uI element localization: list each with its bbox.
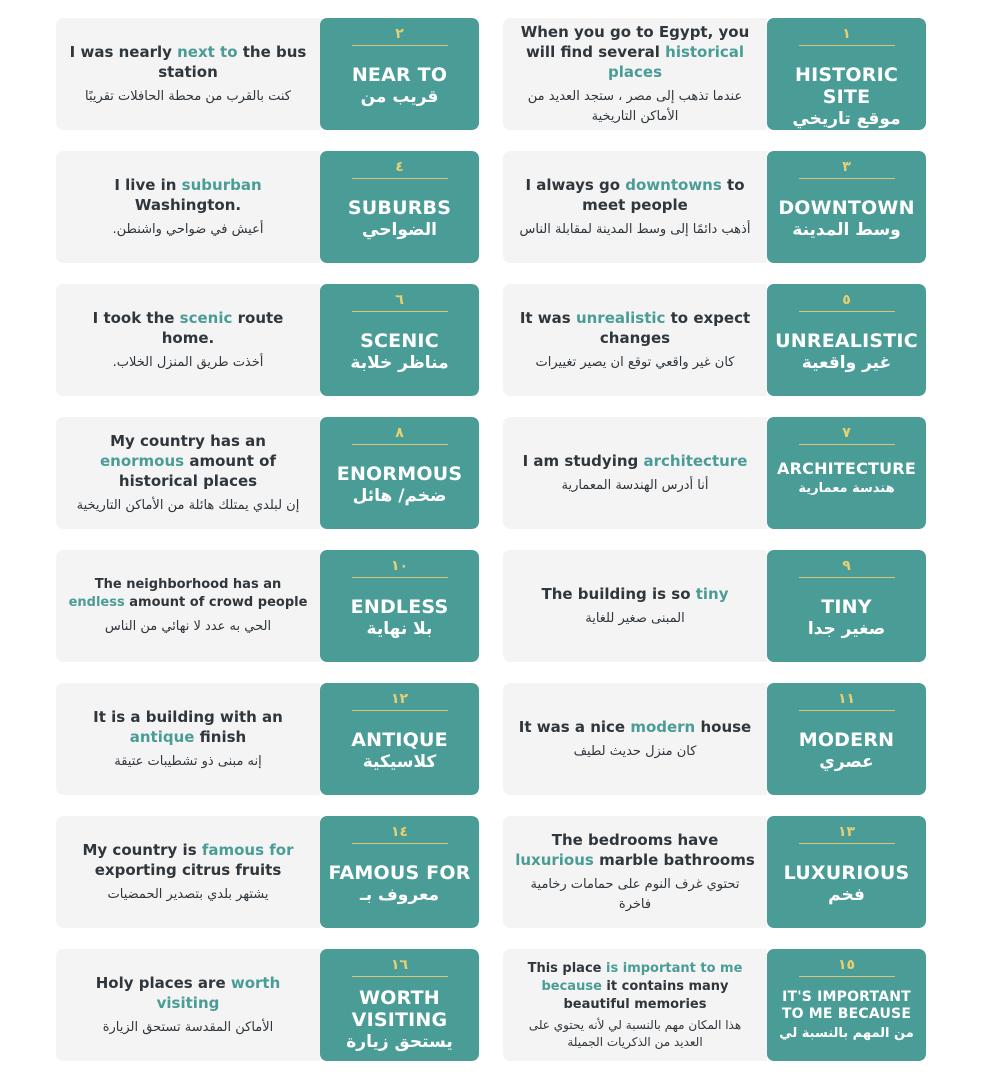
term-panel bbox=[767, 417, 926, 529]
term-arabic: كلاسيكية bbox=[362, 752, 437, 772]
divider bbox=[352, 45, 448, 46]
divider bbox=[352, 976, 448, 977]
divider bbox=[352, 311, 448, 312]
vocab-card-architecture bbox=[503, 417, 926, 529]
example-sentence: The neighborhood has an endless amount of crowd people bbox=[68, 576, 308, 610]
term-english: WORTH VISITING bbox=[351, 987, 448, 1031]
example-panel bbox=[56, 816, 320, 928]
example-panel bbox=[503, 816, 767, 928]
arabic-translation: المبنى صغير للغاية bbox=[585, 610, 685, 626]
example-sentence: I always go downtowns to meet people bbox=[525, 175, 745, 214]
term-arabic: غير واقعية bbox=[801, 353, 892, 373]
arabic-translation: هذا المكان مهم بالنسبة لي لأنه يحتوي على العديد من الذكريات الجميلة bbox=[528, 1017, 742, 1049]
term-arabic: عصري bbox=[819, 752, 874, 772]
example-sentence: I took the scenic route home. bbox=[92, 308, 284, 347]
divider bbox=[352, 843, 448, 844]
divider bbox=[799, 976, 895, 977]
vocab-card-tiny bbox=[503, 550, 926, 662]
arabic-translation: يشتهر بلدي بتصدير الحمضيات bbox=[107, 886, 269, 902]
card-number: ٧ bbox=[842, 425, 851, 441]
example-sentence: The bedrooms have luxurious marble bathrooms bbox=[515, 830, 755, 869]
example-panel bbox=[503, 550, 767, 662]
term-panel bbox=[320, 816, 479, 928]
divider bbox=[352, 577, 448, 578]
vocab-card-worth-visiting bbox=[56, 949, 479, 1061]
term-panel bbox=[320, 417, 479, 529]
divider bbox=[799, 843, 895, 844]
example-sentence: The building is so tiny bbox=[541, 584, 729, 603]
card-number: ١٤ bbox=[390, 824, 409, 840]
divider bbox=[799, 311, 895, 312]
divider bbox=[799, 178, 895, 179]
term-panel bbox=[767, 284, 926, 396]
example-sentence: I live in suburban Washington. bbox=[114, 175, 262, 214]
term-english: IT'S IMPORTANT TO ME BECAUSE bbox=[781, 989, 912, 1022]
card-number: ٥ bbox=[842, 292, 851, 308]
term-panel bbox=[767, 550, 926, 662]
term-panel bbox=[767, 683, 926, 795]
vocab-card-unrealistic bbox=[503, 284, 926, 396]
card-number: ٨ bbox=[395, 425, 404, 441]
term-arabic: الضواحي bbox=[362, 220, 437, 240]
term-english: NEAR TO bbox=[351, 64, 448, 86]
term-english: FAMOUS FOR bbox=[328, 862, 471, 884]
card-number: ٣ bbox=[842, 159, 851, 175]
vocab-card-its-important-to-me-because bbox=[503, 949, 926, 1061]
term-panel bbox=[320, 18, 479, 130]
card-number: ٩ bbox=[842, 558, 851, 574]
divider bbox=[799, 45, 895, 46]
term-english: ANTIQUE bbox=[351, 729, 448, 751]
vocab-card-modern bbox=[503, 683, 926, 795]
term-english: LUXURIOUS bbox=[783, 862, 910, 884]
term-arabic: فخم bbox=[828, 885, 865, 905]
example-panel bbox=[503, 417, 767, 529]
term-english: SUBURBS bbox=[347, 197, 452, 219]
example-sentence: My country is famous for exporting citrus fruits bbox=[82, 840, 294, 879]
card-number: ١٢ bbox=[390, 691, 409, 707]
term-english: ARCHITECTURE bbox=[777, 459, 916, 478]
term-arabic: قريب من bbox=[360, 87, 439, 107]
term-english: TINY bbox=[821, 596, 872, 618]
example-sentence: It was unrealistic to expect changes bbox=[519, 308, 751, 347]
term-arabic: يستحق زيارة bbox=[346, 1032, 453, 1052]
example-panel bbox=[56, 550, 320, 662]
example-sentence: When you go to Egypt, you will find several historical places bbox=[520, 22, 750, 81]
term-english: MODERN bbox=[798, 729, 895, 751]
term-panel bbox=[767, 151, 926, 263]
example-panel bbox=[56, 284, 320, 396]
arabic-translation: الأماكن المقدسة تستحق الزيارة bbox=[102, 1019, 274, 1035]
arabic-translation: كان منزل حديث لطيف bbox=[573, 743, 697, 759]
example-panel bbox=[56, 949, 320, 1061]
card-number: ١٥ bbox=[837, 957, 856, 973]
divider bbox=[799, 444, 895, 445]
card-number: ١٦ bbox=[390, 957, 409, 973]
divider bbox=[352, 444, 448, 445]
example-panel bbox=[503, 683, 767, 795]
term-panel bbox=[767, 18, 926, 130]
arabic-translation: إن لبلدي يمتلك هائلة من الأماكن التاريخية bbox=[76, 497, 300, 513]
card-number: ١ bbox=[842, 26, 851, 42]
card-number: ٢ bbox=[395, 26, 404, 42]
example-panel bbox=[503, 151, 767, 263]
arabic-translation: أعيش في ضواحي واشنطن. bbox=[112, 221, 264, 237]
term-arabic: معروف بـ bbox=[359, 885, 440, 905]
example-sentence: I am studying architecture bbox=[522, 451, 748, 470]
arabic-translation: الحي به عدد لا نهائي من الناس bbox=[104, 618, 272, 634]
vocab-card-historic-site bbox=[503, 18, 926, 130]
example-sentence: Holy places are worth visiting bbox=[95, 973, 281, 1012]
arabic-translation: تحتوي غرف النوم على حمامات رخامية فاخرة bbox=[530, 876, 740, 912]
card-number: ٤ bbox=[395, 159, 404, 175]
example-panel bbox=[503, 18, 767, 130]
term-english: ENDLESS bbox=[350, 596, 449, 618]
example-sentence: It is a building with an antique finish bbox=[93, 707, 283, 746]
term-arabic: مناظر خلابة bbox=[350, 353, 449, 373]
divider bbox=[799, 710, 895, 711]
arabic-translation: إنه مبنى ذو تشطيبات عتيقة bbox=[114, 753, 262, 769]
example-panel bbox=[56, 18, 320, 130]
example-sentence: It was a nice modern house bbox=[518, 717, 752, 736]
term-arabic: بلا نهاية bbox=[366, 619, 433, 639]
term-arabic: وسط المدينة bbox=[792, 220, 901, 240]
vocab-card-scenic bbox=[56, 284, 479, 396]
example-panel bbox=[503, 949, 767, 1061]
example-panel bbox=[56, 417, 320, 529]
arabic-translation: كان غير واقعي توقع ان يصير تغييرات bbox=[535, 354, 735, 370]
term-arabic: موقع تاريخي bbox=[792, 109, 901, 129]
vocab-card-endless bbox=[56, 550, 479, 662]
example-panel bbox=[56, 151, 320, 263]
term-english: ENORMOUS bbox=[336, 463, 463, 485]
vocab-card-downtown bbox=[503, 151, 926, 263]
term-english: HISTORIC SITE bbox=[794, 64, 898, 108]
divider bbox=[352, 710, 448, 711]
arabic-translation: كنت بالقرب من محطة الحافلات تقريبًا bbox=[85, 88, 291, 104]
term-arabic: صغير جدا bbox=[807, 619, 886, 639]
vocab-card-enormous bbox=[56, 417, 479, 529]
divider bbox=[352, 178, 448, 179]
card-number: ١١ bbox=[837, 691, 856, 707]
example-panel bbox=[503, 284, 767, 396]
arabic-translation: أخذت طريق المنزل الخلاب. bbox=[112, 354, 264, 370]
card-number: ١٠ bbox=[390, 558, 409, 574]
vocab-card-famous-for bbox=[56, 816, 479, 928]
example-sentence: This place is important to me because it contains many beautiful memories bbox=[527, 960, 743, 1012]
arabic-translation: أنا أدرس الهندسة المعمارية bbox=[561, 477, 709, 493]
term-panel bbox=[767, 816, 926, 928]
term-english: UNREALISTIC bbox=[775, 330, 918, 352]
vocab-card-antique bbox=[56, 683, 479, 795]
term-arabic: من المهم بالنسبة لي bbox=[779, 1026, 914, 1041]
term-panel bbox=[320, 284, 479, 396]
term-english: SCENIC bbox=[360, 330, 439, 352]
term-arabic: هندسة معمارية bbox=[798, 481, 895, 496]
divider bbox=[799, 577, 895, 578]
term-panel bbox=[767, 949, 926, 1061]
arabic-translation: أذهب دائمًا إلى وسط المدينة لمقابلة الناس bbox=[519, 221, 751, 237]
term-english: DOWNTOWN bbox=[778, 197, 915, 219]
term-panel bbox=[320, 151, 479, 263]
term-panel bbox=[320, 550, 479, 662]
term-panel bbox=[320, 683, 479, 795]
term-arabic: ضخم/ هائل bbox=[352, 486, 447, 506]
arabic-translation: عندما تذهب إلى مصر ، ستجد العديد من الأماكن التاريخية bbox=[527, 88, 743, 124]
term-panel bbox=[320, 949, 479, 1061]
card-number: ٦ bbox=[395, 292, 404, 308]
vocab-card-near-to bbox=[56, 18, 479, 130]
vocab-card-luxurious bbox=[503, 816, 926, 928]
example-sentence: My country has an enormous amount of historical places bbox=[100, 431, 276, 490]
vocab-card-suburbs bbox=[56, 151, 479, 263]
card-number: ١٣ bbox=[837, 824, 856, 840]
vocabulary-grid bbox=[56, 18, 926, 1061]
example-sentence: I was nearly next to the bus station bbox=[69, 42, 307, 81]
example-panel bbox=[56, 683, 320, 795]
